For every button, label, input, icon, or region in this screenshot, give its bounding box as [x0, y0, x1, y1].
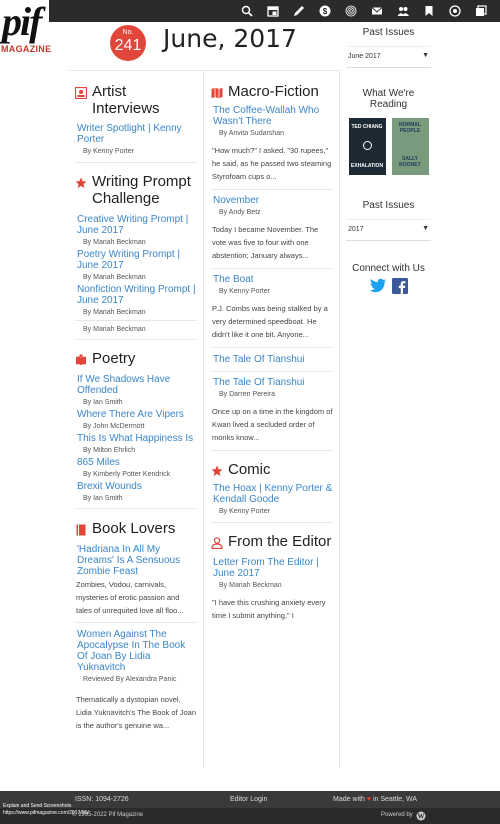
section-heading-book-lovers: Book Lovers [69, 520, 203, 537]
article-author: Reviewed By Alexandra Panic [83, 676, 177, 683]
book-open-icon [75, 353, 87, 365]
article-link[interactable]: If We Shadows Have Offended [77, 374, 171, 396]
issue-number-badge [110, 25, 146, 61]
reading-title: What We're Reading [362, 88, 415, 110]
past-issues-year-select[interactable] [346, 219, 431, 241]
search-icon[interactable] [234, 0, 260, 22]
bookmark-icon[interactable] [416, 0, 442, 22]
article-link[interactable]: November [213, 195, 260, 206]
article-author: By Kenny Porter [219, 288, 270, 295]
article-link[interactable]: Women Against The Apocalypse In The Book Of Joan By Lidia Yuknavitch [77, 629, 186, 673]
calendar-icon[interactable] [260, 0, 286, 22]
overlay-caption-line1: Explain and Send Screenshots [3, 803, 72, 809]
section-heading-artist-interviews: Artist Interviews [69, 83, 203, 117]
article-author: By Andy Betz [219, 209, 261, 216]
article-excerpt: P.J. Combs was being stalked by a very determined speedboat. He didn't like it one bit. Anyone... [212, 304, 328, 339]
past-issues-select-value: June 2017 [348, 53, 381, 60]
book-icon [75, 523, 87, 535]
article-author: By Darren Pereira [219, 391, 276, 398]
article-link[interactable]: The Boat [213, 274, 254, 285]
article-author: By Milton Ehrlich [83, 447, 136, 454]
user-icon [211, 536, 223, 548]
pencil-icon[interactable] [286, 0, 312, 22]
mail-icon[interactable] [364, 0, 390, 22]
made-in-text: in Seattle, WA [372, 796, 418, 803]
article-author: By Kenny Porter [219, 508, 270, 515]
people-icon[interactable] [390, 0, 416, 22]
middle-column [205, 70, 340, 768]
footer-made-with [333, 796, 417, 803]
article-link[interactable]: The Tale Of Tianshui [213, 354, 305, 365]
section-heading-macro-fiction: Macro-Fiction [205, 83, 339, 100]
past-issues-select[interactable] [346, 46, 431, 68]
article-excerpt: Once up on a time in the kingdom of Kwan lived a secluded order of monks know... [212, 407, 333, 442]
issue-number: 241 [114, 37, 142, 54]
article-link[interactable]: 'Hadriana In All My Dreams' Is A Sensuous Zombie Feast [77, 544, 181, 577]
book-author-text: TED CHIANG [351, 124, 383, 130]
article-author: By Mariah Beckman [83, 274, 146, 281]
fingerprint-icon[interactable] [338, 0, 364, 22]
article-link[interactable]: 865 Miles [77, 457, 120, 468]
site-logo[interactable] [0, 0, 52, 60]
past-issues-year-value: 2017 [348, 226, 364, 233]
article-link[interactable]: Poetry Writing Prompt | June 2017 [77, 249, 180, 271]
editor-login-link[interactable]: Editor Login [230, 796, 268, 803]
footer-powered-by: Powered by [381, 812, 413, 818]
article-author: By John McDermott [83, 423, 145, 430]
issue-title: June, 2017 [163, 24, 297, 53]
article-link[interactable]: Where There Are Vipers [77, 409, 184, 420]
social-icons [346, 278, 431, 294]
issue-no-label: No. [122, 29, 134, 36]
section-heading-writing-prompt: Writing Prompt Challenge [69, 173, 203, 207]
facebook-icon[interactable] [392, 278, 408, 294]
article-excerpt: Today I became November. The vote was five to four with one abstention; January always... [212, 225, 319, 260]
article-author: By Mariah Beckman [83, 239, 146, 246]
twitter-icon[interactable] [369, 278, 387, 294]
past-issues-title: Past Issues [362, 27, 415, 38]
top-navigation-bar [0, 0, 500, 22]
dropdown-caret-icon: ▼ [422, 225, 429, 232]
article-author: By Kenny Porter [83, 148, 134, 155]
wordpress-icon[interactable] [416, 811, 426, 821]
reading-books [346, 118, 431, 175]
footer-issn: ISSN: 1094-2726 [75, 796, 129, 803]
portrait-icon [75, 86, 87, 98]
heart-icon: ♥ [366, 796, 372, 803]
article-link[interactable]: This Is What Happiness Is [77, 433, 194, 444]
target-icon[interactable] [442, 0, 468, 22]
article-excerpt: Zombies, Vodou, carnivals, mysteries of erotic passion and tales of unrequited love all floo... [76, 580, 184, 615]
svg-text:W: W [417, 812, 425, 821]
article-link[interactable]: Nonfiction Writing Prompt | June 2017 [77, 284, 196, 306]
book-cover-exhalation[interactable] [349, 118, 386, 175]
article-author: By Ian Smith [83, 495, 123, 502]
left-column [69, 70, 204, 768]
article-link[interactable]: The Hoax | Kenny Porter & Kendall Goode [213, 483, 333, 505]
footer-copyright: © 1995-2022 Pif Magazine [72, 812, 144, 818]
connect-title: Connect with Us [352, 263, 425, 274]
article-excerpt: "I have this crushing anxiety every time I submit anything," I [212, 598, 326, 620]
sidebar-reading [346, 88, 431, 175]
dropdown-caret-icon: ▼ [422, 52, 429, 59]
section-heading-from-the-editor: From the Editor [205, 533, 339, 550]
article-author: By Mariah Beckman [83, 326, 146, 333]
article-author: By Anvita Sudarshan [219, 130, 284, 137]
overlay-caption-line2: https://www.pifmagazine.com/2017/06/ [3, 810, 89, 816]
sidebar-connect [346, 263, 431, 294]
article-link[interactable]: Letter From The Editor | June 2017 [213, 557, 319, 579]
article-author: By Kimberly Potter Kendrick [83, 471, 171, 478]
sidebar-past-issues-bottom [346, 200, 431, 241]
screenshot-overlay-caption [3, 803, 89, 817]
logo-subtitle: MAGAZINE [1, 44, 52, 54]
sidebar-past-issues-top [346, 27, 431, 68]
article-link[interactable]: The Coffee-Wallah Who Wasn't There [213, 105, 320, 127]
star-icon [211, 464, 223, 476]
svg-text:$: $ [322, 7, 328, 16]
article-link[interactable]: The Tale Of Tianshui [213, 377, 305, 388]
section-heading-poetry: Poetry [69, 350, 203, 367]
article-link[interactable]: Brexit Wounds [77, 481, 142, 492]
article-author: By Ian Smith [83, 399, 123, 406]
section-heading-comic: Comic [205, 461, 339, 478]
book-cover-normal-people[interactable] [392, 118, 429, 175]
past-issues-title: Past Issues [362, 200, 415, 211]
book-cover-ring-icon [362, 140, 373, 151]
logo-text: pif [2, 0, 41, 44]
dollar-icon[interactable] [312, 0, 338, 22]
star-icon [75, 176, 87, 188]
article-link[interactable]: Creative Writing Prompt | June 2017 [77, 214, 189, 236]
book-title-text: EXHALATION [350, 163, 384, 169]
article-author: By Mariah Beckman [219, 582, 282, 589]
article-excerpt: Thematically a dystopian novel, Lidia Yuknavitch's The Book of Joan is the author's genuine wa... [76, 695, 196, 730]
stack-icon[interactable] [468, 0, 494, 22]
book-title-text: NORMAL PEOPLE [399, 122, 421, 134]
map-icon [211, 86, 223, 98]
book-author-text: SALLY ROONEY [399, 156, 421, 168]
top-icons [234, 0, 494, 22]
article-excerpt: "How much?" I asked. "30 rupees," he said, as he passed two steaming Styrofoam cups o... [212, 146, 332, 181]
made-with-text: Made with [333, 796, 365, 803]
article-author: By Mariah Beckman [83, 309, 146, 316]
article-link[interactable]: Writer Spotlight | Kenny Porter [77, 123, 182, 145]
